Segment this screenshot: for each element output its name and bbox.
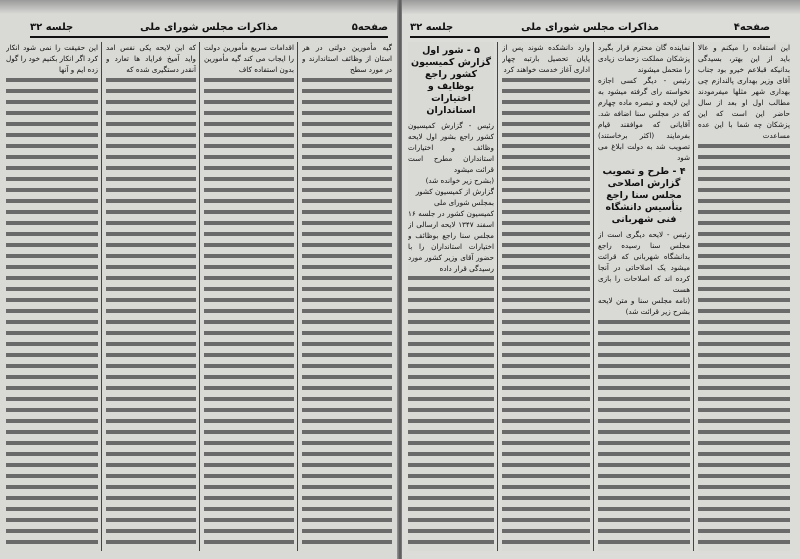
session-number: جلسه ۳۲: [410, 22, 454, 33]
paragraph: گزارش از کمیسیون کشور: [408, 186, 494, 197]
paragraph: رئیس - لایحه دیگری است از مجلس سنا رسیده راجع بدانشگاه شهربانی که قرائت میشود یک اصلاحاتی در آنجا کرده اند که اصلاحات را بازی هست: [598, 230, 690, 294]
paragraph: اقدامات سریع مأمورین دولت را ایجاب می کند گیه مأمورین بدون استفاده کاف: [204, 43, 294, 74]
paragraph: کمیسیون کشور در جلسه ۱۶ اسفند ۱۳۴۷ لایحه ارسالی از مجلس سنا راجع بوظائف و اختیارات استانداران را با حضور آقای وزیر کشور مورد رسیدگی قرار داده: [408, 209, 494, 273]
column-divider: [693, 42, 694, 551]
section-heading: ۵ - شور اول گزارش کمیسیون کشور راجع بوظایف و اختیارات استانداران: [408, 42, 494, 120]
paragraph: این حقیقت را نمی شود انکار کرد اگر انکار بکنیم خود را گول زده ایم و آنها: [6, 43, 98, 74]
scan-shadow: [0, 0, 398, 14]
page-header: [30, 22, 388, 38]
column-2: [598, 42, 690, 551]
scan-shadow: [402, 0, 800, 14]
paragraph: بمجلس شورای ملی: [408, 197, 494, 208]
publication-title: مذاکرات مجلس شورای ملی: [521, 22, 659, 33]
column-divider: [199, 42, 200, 551]
column-3: [106, 42, 196, 551]
page-number: صفحه۴: [733, 22, 770, 33]
right-page: [402, 0, 800, 559]
paragraph: (بشرح زیر خوانده شد): [408, 175, 494, 186]
paragraph: که این لایحه یکی نفس امد واید آمیخ فرایاد ها تعارد و آنقدر دستگیری شده که: [106, 43, 196, 74]
page-header: [410, 22, 770, 38]
column-2: [204, 42, 294, 551]
paragraph: نماینده گان محترم قرار بگیرد پزشکان مملکت زحمات زیادی را متحمل میشوند: [598, 43, 690, 74]
column-1: [302, 42, 392, 551]
column-divider: [497, 42, 498, 551]
session-number: جلسه ۳۲: [30, 22, 74, 33]
left-page: [0, 0, 398, 559]
column-divider: [101, 42, 102, 551]
column-4: [408, 42, 494, 551]
column-4: [6, 42, 98, 551]
paragraph: این استفاده را میکنم و عالا باید از این بهتر، بسیدگی بدانیکه قبلاعم خیرو بود جناب آقای وزیر بهداری پالندازم چی بهداری شهر مثلها میفرمودند مطالب اول او بعد از سال حاضر این است که این پزشکان چه شما با این عده مساعدت: [698, 43, 790, 140]
paragraph: (نامه مجلس سنا و متن لایحه بشرح زیر قرائت شد): [598, 296, 690, 316]
page-number: صفحه۵: [351, 22, 388, 33]
paragraph: گیه مأمورین دولتی در هر استان از وظائف استاندارند و در مورد سطح: [302, 43, 392, 74]
column-divider: [297, 42, 298, 551]
column-divider: [593, 42, 594, 551]
paragraph: رئیس - گزارش کمیسیون کشور راجع بشور اول لایحه وظائف و اختیارات استانداران مطرح است قرائت میشود: [408, 121, 494, 174]
section-heading: ۴ - طرح و تصویب گزارش اصلاحی مجلس سنا راجع بتأسیس دانشگاه فنی شهربانی: [598, 163, 690, 229]
column-3: [502, 42, 590, 551]
column-1: [698, 42, 790, 551]
paragraph: وارد دانشکده شوند پس از پایان تحصیل بارتبه چهار اداری آغاز خدمت خواهند کرد: [502, 43, 590, 74]
paragraph: رئیس - دیگر کسی اجازه نخواسته رای گرفته میشود به این لایحه و تبصره ماده چهارم که در مجلس سنا اضافه شد. آقایانی که موافقند قیام بفرمایند (اکثر برخاستند) تصویب شد به دولت ابلاغ می شود: [598, 76, 690, 162]
publication-title: مذاکرات مجلس شورای ملی: [140, 22, 278, 33]
